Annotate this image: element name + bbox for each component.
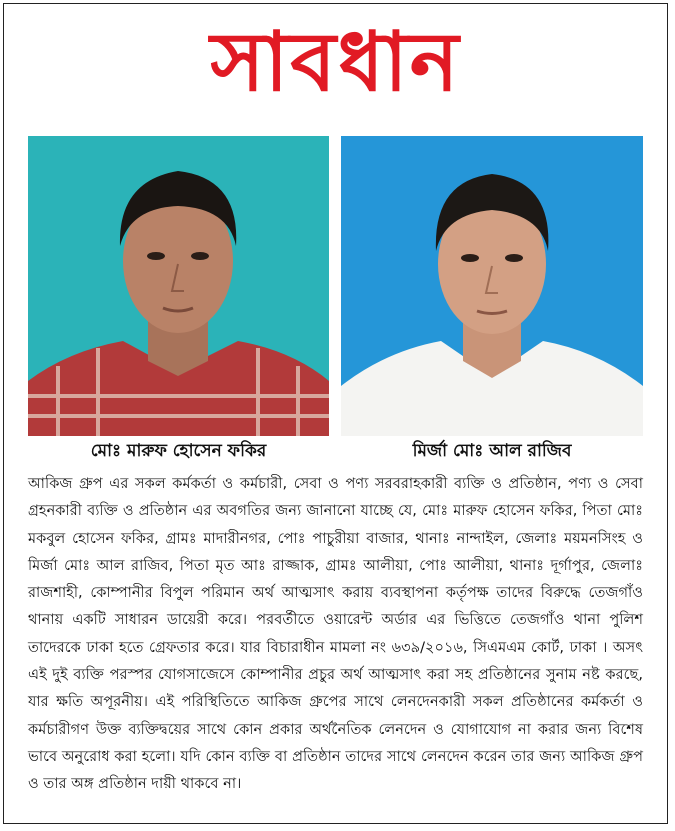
notice-body: আকিজ গ্রুপ এর সকল কর্মকর্তা ও কর্মচারী, সেবা ও পণ্য সরবরাহকারী ব্যক্তি ও প্রতিষ্ঠান, পণ্য ও সেবা গ্রহনকারী ব্যক্তি ও প্রতিষ্ঠান এর অবগতির জন্য জানানো যাচ্ছে যে, মোঃ মারুফ হোসেন ফকির, পিতা মোঃ মকবুল হোসেন ফকির, গ্রামঃ মাদারীনগর, পোঃ পাচুরীয়া বাজার, থানাঃ নান্দাইল, জেলাঃ ময়মনসিংহ ও মির্জা মোঃ আল রাজিব, পিতা মৃত আঃ রাজ্জাক, গ্রামঃ আলীয়া, পোঃ আলীয়া, থানাঃ দূর্গাপুর, জেলাঃ রাজশাহী, কোম্পানীর বিপুল পরিমান অর্থ আত্মসাৎ করায় ব্যবস্থাপনা কর্তৃপক্ষ তাদের বিরুদ্ধে তেজগাঁও থানায় একটি সাধারন ডায়েরী করে। পরবর্তীতে ওয়ারেন্ট অর্ডার এর ভিত্তিতে তেজগাঁও থানা পুলিশ তাদেরকে ঢাকা হতে গ্রেফতার করে। যার বিচারাধীন মামলা নং ৬৩৯/২০১৬, সিএমএম কোর্ট, ঢাকা । অসৎ এই দুই ব্যক্তি পরস্পর যোগসাজেসে কোম্পানীর প্রচুর অর্থ আত্মসাৎ করা সহ প্রতিষ্ঠানের সুনাম নষ্ট করছে, যার ক্ষতি অপূরনীয়। এই পরিস্থিতিতে আকিজ গ্রুপের সাথে লেনদেনকারী সকল প্রতিষ্ঠানের কর্মকর্তা ও কর্মচারীগণ উক্ত ব্যক্তিদ্বয়ের সাথে কোন প্রকার অর্থনৈতিক লেনদেন ও যোগাযোগ না করার জন্য বিশেষ ভাবে অনুরোধ করা হলো। যদি কোন ব্যক্তি বা প্রতিষ্ঠান তাদের সাথে লেনদেন করেন তার জন্য আকিজ গ্রুপ ও তার অঙ্গ প্রতিষ্ঠান দায়ী থাকবে না। [28, 475, 643, 793]
person-photo-icon [341, 136, 643, 436]
person-photo-left [28, 136, 329, 436]
person-name-right: মির্জা মোঃ আল রাজিব [412, 441, 572, 461]
person-name-left: মোঃ মারুফ হোসেন ফকির [90, 441, 267, 461]
person-photo-icon [28, 136, 329, 436]
person-photo-right [341, 136, 643, 436]
warning-notice [3, 3, 668, 824]
headline: সাবধান [210, 14, 461, 110]
